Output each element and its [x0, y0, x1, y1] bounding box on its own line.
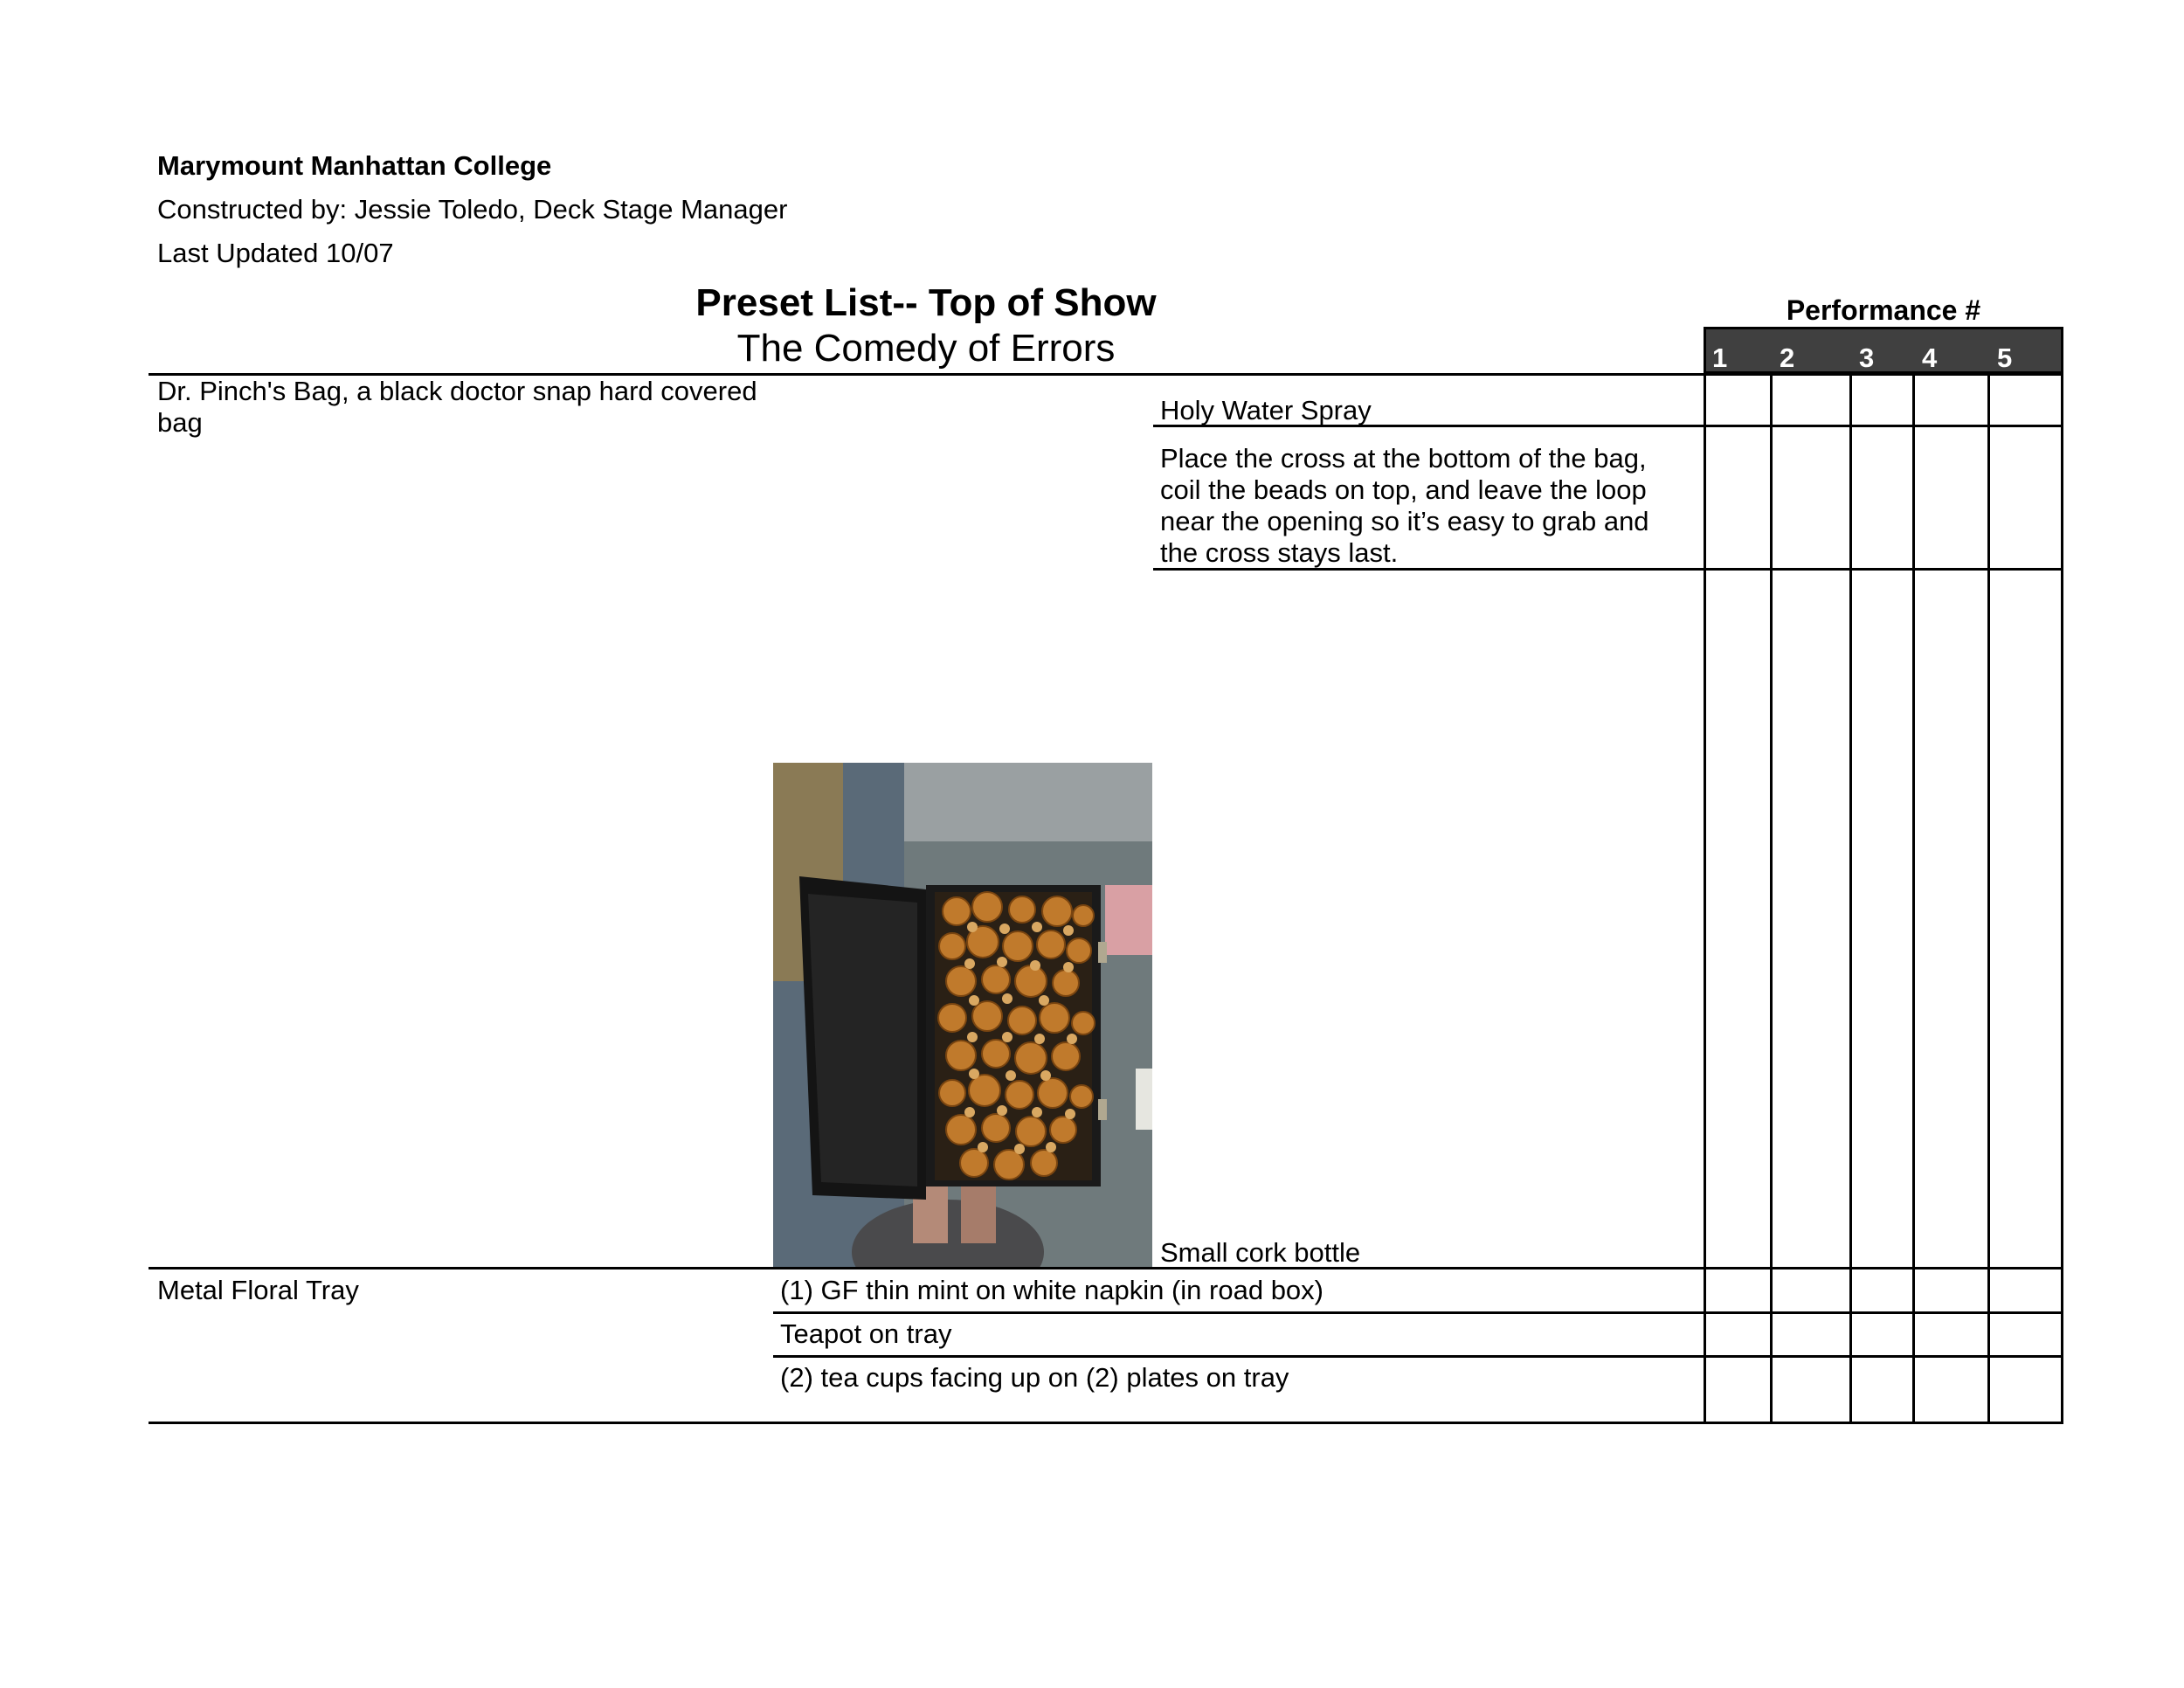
preset-holy-water-spray: Holy Water Spray [1160, 395, 1372, 425]
section-rule [149, 1267, 2063, 1269]
performance-number-1: 1 [1712, 342, 1728, 373]
bag-photo [773, 763, 1152, 1267]
last-updated: Last Updated 10/07 [157, 238, 394, 268]
preset-teapot: Teapot on tray [780, 1318, 952, 1349]
preset-tea-cups: (2) tea cups facing up on (2) plates on tray [780, 1362, 1289, 1393]
column-rule [1770, 373, 1773, 1424]
column-rule [1987, 373, 1990, 1424]
table-bottom-rule [149, 1422, 2063, 1424]
row-rule [773, 1311, 2063, 1314]
row-rule [773, 1355, 2063, 1358]
performance-number-2: 2 [1780, 342, 1795, 373]
performance-number-3: 3 [1859, 342, 1875, 373]
prop-item-dr-pinch-bag: Dr. Pinch's Bag, a black doctor snap hard covered bag [157, 376, 757, 438]
school-name: Marymount Manhattan College [157, 150, 552, 181]
bag-photo-image [773, 763, 1152, 1267]
show-title: The Comedy of Errors [736, 327, 1116, 370]
column-rule [1849, 373, 1852, 1424]
prop-item-metal-floral-tray: Metal Floral Tray [157, 1275, 359, 1305]
preset-thin-mint: (1) GF thin mint on white napkin (in road box) [780, 1275, 1324, 1305]
constructed-by: Constructed by: Jessie Toledo, Deck Stage Manager [157, 194, 788, 225]
column-rule [1704, 373, 1706, 1424]
preset-small-cork-bottle: Small cork bottle [1160, 1237, 1361, 1268]
performance-number-4: 4 [1922, 342, 1938, 373]
column-rule [1912, 373, 1915, 1424]
performance-number-5: 5 [1997, 342, 2013, 373]
performance-heading: Performance # [1786, 294, 1981, 326]
preset-cross-instructions: Place the cross at the bottom of the bag, coil the beads on top, and leave the loop near the opening so it’s easy to grab and the cross stays last. [1160, 443, 1649, 568]
column-rule [2061, 373, 2063, 1424]
page-title: Preset List-- Top of Show [695, 281, 1157, 324]
